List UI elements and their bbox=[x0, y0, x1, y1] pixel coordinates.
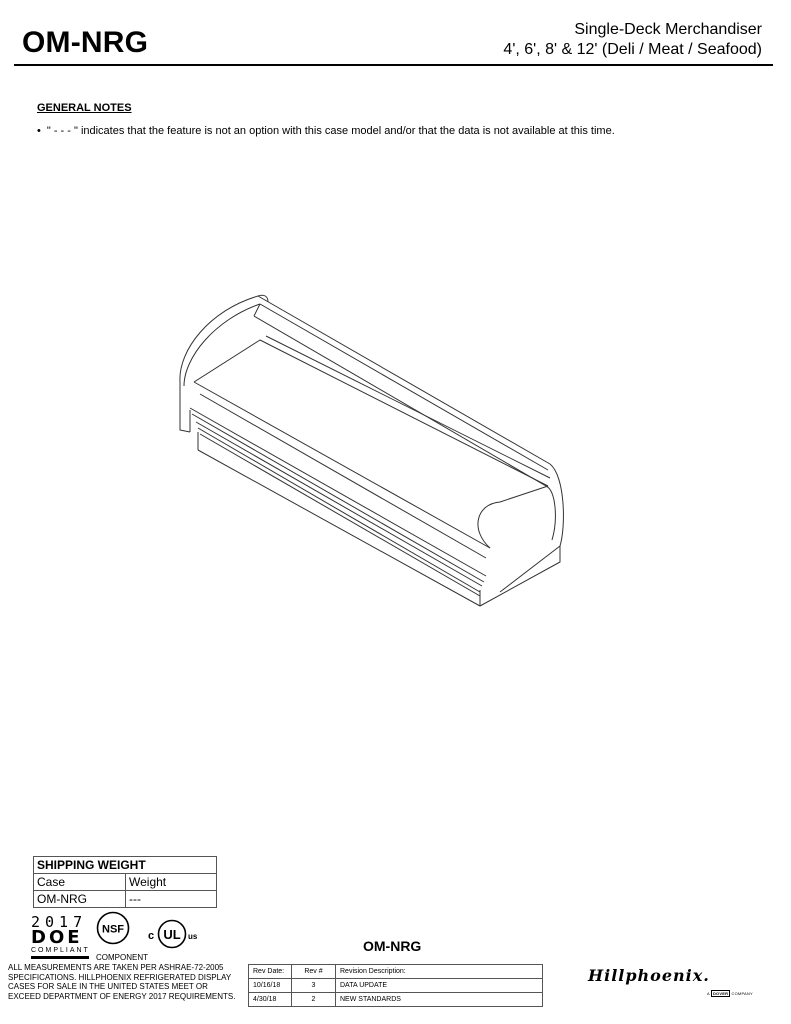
cell-rev-date: 10/16/18 bbox=[249, 979, 292, 993]
cell-case: OM-NRG bbox=[34, 891, 126, 908]
header-divider bbox=[14, 64, 773, 66]
column-header-weight: Weight bbox=[126, 874, 217, 891]
column-header-case: Case bbox=[34, 874, 126, 891]
table-header-row bbox=[249, 965, 543, 979]
doe-year: 2017 bbox=[31, 913, 88, 931]
nsf-text: NSF bbox=[102, 923, 124, 936]
doe-compliant-logo bbox=[31, 915, 91, 959]
measurement-disclaimer: ALL MEASUREMENTS ARE TAKEN PER ASHRAE-72-2005 SPECIFICATIONS. HILLPHOENIX REFRIGERATED DISPLAY CASES FOR SALE IN THE UNITED STATES MEET OR EXCEED DEPARTMENT OF ENERGY 2017 REQUIREMENTS. bbox=[8, 963, 236, 1001]
ul-c-text: c bbox=[148, 930, 155, 942]
case-illustration bbox=[170, 290, 570, 610]
ul-text: UL bbox=[163, 927, 181, 942]
doe-bar bbox=[31, 956, 89, 959]
table-column-row bbox=[34, 874, 217, 891]
product-subtitle bbox=[503, 20, 762, 60]
dover-logo: DOVER bbox=[712, 991, 729, 996]
shipping-weight-table bbox=[33, 856, 217, 908]
bullet-icon: • bbox=[37, 125, 41, 137]
page-title: OM-NRG bbox=[22, 26, 149, 59]
cell-description: NEW STANDARDS bbox=[336, 993, 543, 1007]
cell-description: DATA UPDATE bbox=[336, 979, 543, 993]
tagline-company: COMPANY bbox=[731, 991, 753, 996]
ul-us-text: us bbox=[188, 932, 198, 941]
revision-table bbox=[248, 964, 543, 1007]
cell-rev-number: 3 bbox=[292, 979, 336, 993]
table-row bbox=[34, 891, 217, 908]
column-header-rev-date: Rev Date: bbox=[249, 965, 292, 979]
cell-rev-date: 4/30/18 bbox=[249, 993, 292, 1007]
footer-model-title: OM-NRG bbox=[363, 938, 422, 954]
ul-logo-icon bbox=[146, 917, 208, 951]
general-notes-heading: GENERAL NOTES bbox=[37, 102, 132, 114]
hillphoenix-logo: Hillphoenix. bbox=[588, 966, 710, 985]
shipping-weight-title: SHIPPING WEIGHT bbox=[34, 857, 217, 874]
table-row bbox=[249, 979, 543, 993]
subtitle-line-2: 4', 6', 8' & 12' (Deli / Meat / Seafood) bbox=[503, 41, 762, 58]
cell-weight: --- bbox=[126, 891, 217, 908]
dover-company-tagline bbox=[707, 990, 753, 997]
column-header-description: Revision Description: bbox=[336, 965, 543, 979]
cell-rev-number: 2 bbox=[292, 993, 336, 1007]
column-header-rev-number: Rev # bbox=[292, 965, 336, 979]
subtitle-line-1: Single-Deck Merchandiser bbox=[574, 21, 762, 38]
component-label: COMPONENT bbox=[96, 953, 148, 962]
nsf-logo-icon bbox=[96, 911, 130, 945]
table-header-row bbox=[34, 857, 217, 874]
doe-word: DOE bbox=[31, 927, 83, 948]
general-notes-item bbox=[37, 125, 615, 137]
doe-compliant-text: COMPLIANT bbox=[31, 947, 90, 954]
tagline-a: A bbox=[707, 991, 710, 996]
table-row bbox=[249, 993, 543, 1007]
note-text: " - - - " indicates that the feature is not an option with this case model and/or that the data is not available at this time. bbox=[46, 125, 615, 137]
